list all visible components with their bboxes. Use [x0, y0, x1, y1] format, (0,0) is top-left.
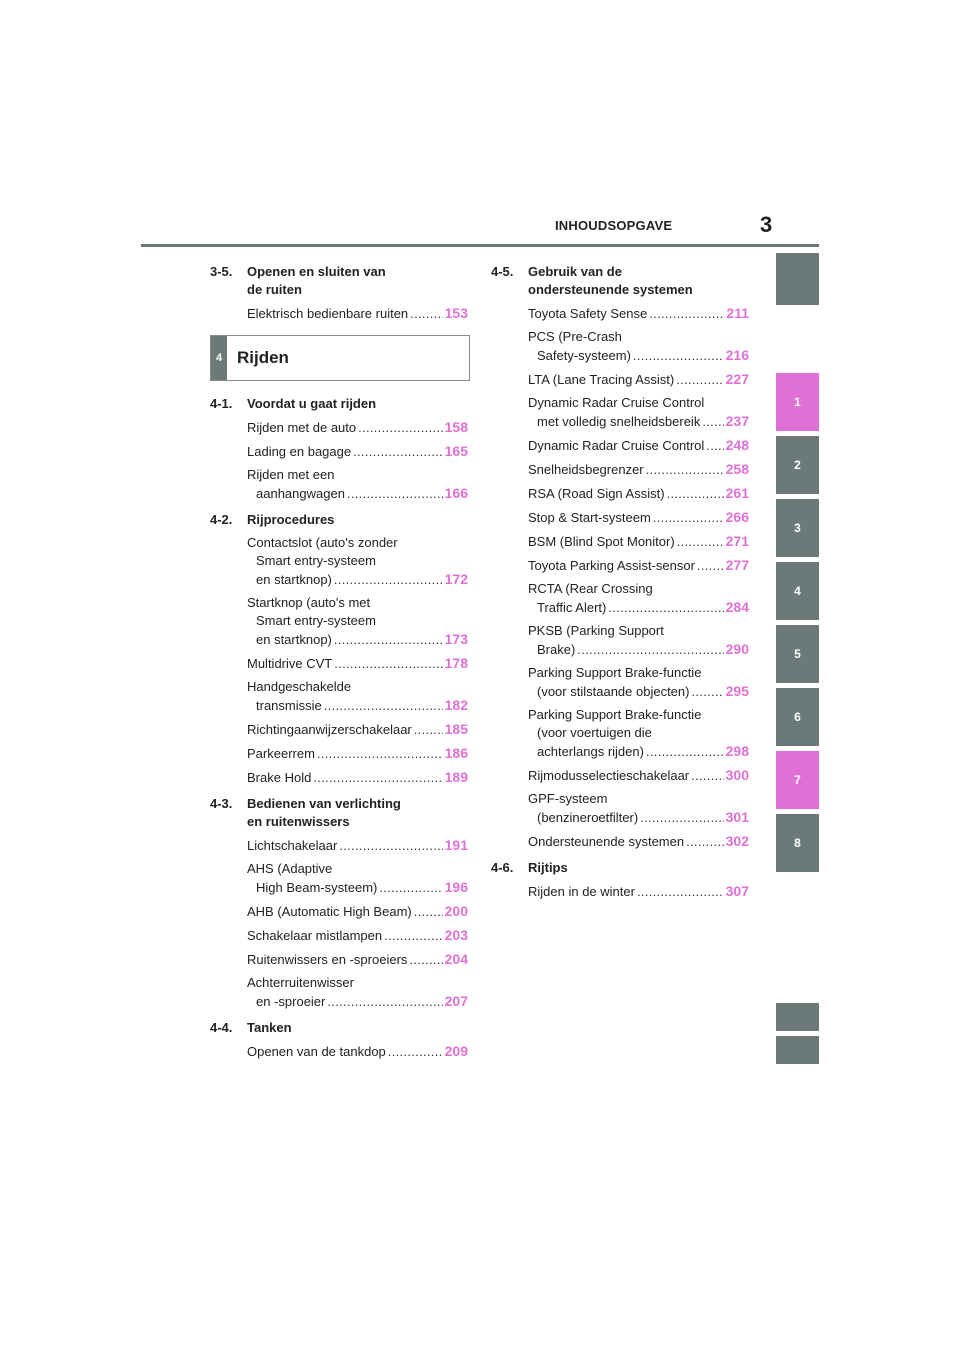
entry-text: Smart entry-systeem — [256, 553, 376, 568]
toc-entry[interactable] — [210, 926, 470, 945]
page-link[interactable]: 173 — [444, 631, 468, 647]
page-link[interactable]: 185 — [444, 721, 468, 737]
toc-entry[interactable] — [491, 508, 751, 527]
entry-text: Rijden met een — [247, 467, 335, 482]
toc-entry[interactable] — [210, 974, 470, 1011]
entry-text: en startknop) — [256, 572, 332, 587]
entry-text: Openen van de tankdop — [247, 1044, 386, 1059]
toc-right-column — [491, 255, 751, 901]
entry-last-line — [528, 304, 749, 323]
entry-text: PKSB (Parking Support — [528, 623, 664, 638]
entry-last-line — [247, 484, 468, 503]
toc-entry[interactable] — [491, 706, 751, 761]
chapter-tab-blank[interactable] — [776, 1003, 819, 1031]
entry-last-line — [528, 808, 749, 827]
page-link[interactable]: 186 — [444, 745, 468, 761]
dot-leader — [697, 557, 724, 575]
page-link[interactable]: 258 — [725, 461, 749, 477]
dot-leader — [414, 721, 443, 739]
entry-text: Toyota Parking Assist-sensor — [528, 558, 695, 573]
dot-leader — [653, 509, 724, 527]
section-title: ondersteunende systemen — [528, 282, 693, 297]
entry-last-line — [528, 508, 749, 527]
toc-entry[interactable] — [491, 882, 751, 901]
page-link[interactable]: 207 — [444, 993, 468, 1009]
toc-entry[interactable] — [210, 768, 470, 787]
entry-last-line — [528, 370, 749, 389]
entry-last-line — [528, 460, 749, 479]
dot-leader — [313, 769, 442, 787]
toc-entry[interactable] — [491, 460, 751, 479]
page-link[interactable]: 203 — [444, 927, 468, 943]
page-link[interactable]: 153 — [444, 305, 468, 321]
chapter-title: Rijden — [237, 348, 289, 367]
dot-leader — [384, 927, 443, 945]
page-link[interactable]: 237 — [725, 413, 749, 429]
chapter-heading-box — [210, 335, 470, 381]
toc-entry[interactable] — [491, 556, 751, 575]
entry-text: Stop & Start-systeem — [528, 510, 651, 525]
toc-section-heading — [491, 263, 751, 299]
chapter-tab-4[interactable]: 4 — [776, 562, 819, 620]
section-number: 4-4. — [210, 1020, 233, 1035]
entry-last-line — [247, 836, 468, 855]
dot-leader — [646, 461, 724, 479]
dot-leader — [633, 347, 724, 365]
entry-text: Multidrive CVT — [247, 656, 333, 671]
entry-text: Handgeschakelde — [247, 679, 352, 694]
entry-text: LTA (Lane Tracing Assist) — [528, 372, 675, 387]
section-title: en ruitenwissers — [247, 814, 350, 829]
section-number: 4-1. — [210, 396, 233, 411]
chapter-tab-blank[interactable] — [776, 253, 819, 305]
dot-leader — [388, 1043, 443, 1061]
chapter-tab-8[interactable]: 8 — [776, 814, 819, 872]
page-number: 3 — [760, 212, 773, 237]
dot-leader — [327, 993, 442, 1011]
dot-leader — [640, 809, 723, 827]
entry-text: Safety-systeem) — [537, 348, 631, 363]
entry-text: Lading en bagage — [247, 444, 352, 459]
page-link[interactable]: 301 — [725, 809, 749, 825]
page-link[interactable]: 196 — [444, 879, 468, 895]
dot-leader — [637, 883, 724, 901]
entry-last-line — [247, 418, 468, 437]
entry-last-line — [247, 744, 468, 763]
toc-entry[interactable] — [491, 394, 751, 431]
toc-entry[interactable] — [491, 304, 751, 323]
entry-last-line — [528, 640, 749, 659]
page-link[interactable]: 200 — [444, 903, 468, 919]
page-link[interactable]: 189 — [444, 769, 468, 785]
entry-last-line — [247, 630, 468, 649]
section-title: Tanken — [247, 1020, 292, 1035]
entry-text: Elektrisch bedienbare ruiten — [247, 306, 409, 321]
entry-last-line — [247, 720, 468, 739]
chapter-tab-7[interactable]: 7 — [776, 751, 819, 809]
dot-leader — [702, 413, 723, 431]
page-link[interactable]: 284 — [725, 599, 749, 615]
chapter-tab-2[interactable]: 2 — [776, 436, 819, 494]
toc-entry[interactable] — [491, 766, 751, 785]
entry-text: Schakelaar mistlampen — [247, 928, 383, 943]
dot-leader — [410, 305, 442, 323]
entry-text: High Beam-systeem) — [256, 880, 378, 895]
entry-text: Startknop (auto's met — [247, 595, 371, 610]
toc-entry[interactable] — [210, 304, 470, 323]
toc-left-column — [210, 255, 470, 1061]
entry-text: (voor voertuigen die — [537, 725, 652, 740]
entry-last-line — [528, 412, 749, 431]
dot-leader — [414, 903, 443, 921]
entry-text: Traffic Alert) — [537, 600, 607, 615]
toc-entry[interactable] — [210, 720, 470, 739]
section-title: Gebruik van de — [528, 264, 622, 279]
toc-entry[interactable] — [210, 534, 470, 589]
page-link[interactable]: 261 — [725, 485, 749, 501]
toc-entry[interactable] — [210, 594, 470, 649]
toc-entry[interactable] — [491, 370, 751, 389]
dot-leader — [676, 371, 723, 389]
dot-leader — [324, 697, 443, 715]
section-number: 4-3. — [210, 796, 233, 811]
toc-section-heading — [491, 859, 751, 877]
entry-text: Rijmodusselectieschakelaar — [528, 768, 690, 783]
section-number: 3-5. — [210, 264, 233, 279]
toc-entry[interactable] — [491, 664, 751, 701]
entry-text: (voor stilstaande objecten) — [537, 684, 690, 699]
dot-leader — [358, 419, 443, 437]
section-title: Openen en sluiten van — [247, 264, 386, 279]
dot-leader — [334, 655, 442, 673]
chapter-tab-3[interactable]: 3 — [776, 499, 819, 557]
chapter-tab-1[interactable]: 1 — [776, 373, 819, 431]
section-title: de ruiten — [247, 282, 302, 297]
page-link[interactable]: 158 — [444, 419, 468, 435]
section-title: Rijtips — [528, 860, 568, 875]
chapter-number: 4 — [211, 336, 227, 380]
entry-last-line — [528, 484, 749, 503]
section-title: Rijprocedures — [247, 512, 335, 527]
entry-last-line — [528, 682, 749, 701]
toc-entry[interactable] — [210, 466, 470, 503]
page-link[interactable]: 248 — [725, 437, 749, 453]
entry-last-line — [528, 532, 749, 551]
entry-last-line — [528, 598, 749, 617]
toc-entry[interactable] — [210, 860, 470, 897]
entry-last-line — [247, 1042, 468, 1061]
page-link[interactable]: 302 — [725, 833, 749, 849]
chapter-tab-5[interactable]: 5 — [776, 625, 819, 683]
entry-last-line — [247, 768, 468, 787]
entry-last-line — [528, 556, 749, 575]
toc-entry[interactable] — [210, 418, 470, 437]
dot-leader — [691, 767, 724, 785]
entry-last-line — [247, 878, 468, 897]
toc-section-heading — [210, 395, 470, 413]
entry-text: Brake) — [537, 642, 576, 657]
toc-entry[interactable] — [210, 442, 470, 461]
dot-leader — [677, 533, 724, 551]
entry-last-line — [247, 902, 468, 921]
entry-last-line — [247, 992, 468, 1011]
toc-entry[interactable] — [491, 532, 751, 551]
toc-entry[interactable] — [210, 902, 470, 921]
page-link[interactable]: 266 — [725, 509, 749, 525]
entry-last-line — [247, 570, 468, 589]
dot-leader — [334, 571, 443, 589]
entry-text: Rijden met de auto — [247, 420, 357, 435]
dot-leader — [646, 743, 724, 761]
toc-entry[interactable] — [210, 1042, 470, 1061]
entry-text: en startknop) — [256, 632, 332, 647]
header-rule — [141, 244, 819, 247]
page-link[interactable]: 178 — [444, 655, 468, 671]
chapter-tab-blank[interactable] — [776, 1036, 819, 1064]
page-link[interactable]: 172 — [444, 571, 468, 587]
entry-text: Rijden in de winter — [528, 884, 635, 899]
toc-section-heading — [210, 263, 470, 299]
entry-last-line — [528, 882, 749, 901]
toc-entry[interactable] — [491, 580, 751, 617]
entry-last-line — [528, 742, 749, 761]
dot-leader — [347, 485, 443, 503]
toc-section-heading — [210, 795, 470, 831]
toc-entry[interactable] — [491, 832, 751, 851]
dot-leader — [686, 833, 724, 851]
toc-section-heading — [210, 1019, 470, 1037]
page-link[interactable]: 295 — [725, 683, 749, 699]
toc-entry[interactable] — [210, 744, 470, 763]
entry-last-line — [247, 654, 468, 673]
page-link[interactable]: 211 — [726, 305, 749, 321]
entry-text: GPF-systeem — [528, 791, 608, 806]
toc-section-heading — [210, 511, 470, 529]
toc-entry[interactable] — [210, 836, 470, 855]
entry-last-line — [528, 346, 749, 365]
entry-text: Dynamic Radar Cruise Control — [528, 438, 705, 453]
entry-text: Ruitenwissers en -sproeiers — [247, 952, 408, 967]
dot-leader — [339, 837, 442, 855]
toc-entry[interactable] — [491, 328, 751, 365]
section-title: Bedienen van verlichting — [247, 796, 401, 811]
entry-text: Smart entry-systeem — [256, 613, 376, 628]
dot-leader — [317, 745, 443, 763]
toc-entry[interactable] — [491, 622, 751, 659]
toc-entry[interactable] — [210, 950, 470, 969]
page-link[interactable]: 227 — [725, 371, 749, 387]
entry-last-line — [528, 766, 749, 785]
entry-last-line — [247, 950, 468, 969]
toc-entry[interactable] — [491, 436, 751, 455]
entry-text: Ondersteunende systemen — [528, 834, 685, 849]
entry-text: PCS (Pre-Crash — [528, 329, 622, 344]
entry-text: (benzineroetfilter) — [537, 810, 639, 825]
section-number: 4-6. — [491, 860, 514, 875]
entry-text: RSA (Road Sign Assist) — [528, 486, 665, 501]
page-link[interactable]: 191 — [444, 837, 468, 853]
toc-entry[interactable] — [210, 678, 470, 715]
dot-leader — [691, 683, 723, 701]
entry-text: Dynamic Radar Cruise Control — [528, 395, 705, 410]
entry-text: en -sproeier — [256, 994, 326, 1009]
dot-leader — [409, 951, 442, 969]
entry-text: transmissie — [256, 698, 322, 713]
toc-entry[interactable] — [491, 790, 751, 827]
section-title: Voordat u gaat rijden — [247, 396, 377, 411]
entry-last-line — [247, 304, 468, 323]
page-link[interactable]: 298 — [725, 743, 749, 759]
page-link[interactable]: 165 — [444, 443, 468, 459]
entry-text: achterlangs rijden) — [537, 744, 644, 759]
page-link[interactable]: 290 — [725, 641, 749, 657]
entry-text: AHS (Adaptive — [247, 861, 333, 876]
entry-text: Brake Hold — [247, 770, 312, 785]
entry-text: Parkeerrem — [247, 746, 315, 761]
entry-text: Lichtschakelaar — [247, 838, 338, 853]
entry-last-line — [247, 696, 468, 715]
entry-last-line — [247, 926, 468, 945]
dot-leader — [608, 599, 723, 617]
section-number: 4-5. — [491, 264, 514, 279]
dot-leader — [353, 443, 443, 461]
page-link[interactable]: 216 — [725, 347, 749, 363]
entry-last-line — [528, 832, 749, 851]
dot-leader — [706, 437, 723, 455]
page-link[interactable]: 182 — [444, 697, 468, 713]
page-link[interactable]: 271 — [725, 533, 749, 549]
dot-leader — [334, 631, 443, 649]
entry-text: Parking Support Brake-functie — [528, 707, 702, 722]
page-link[interactable]: 277 — [725, 557, 749, 573]
dot-leader — [649, 305, 724, 323]
dot-leader — [667, 485, 724, 503]
entry-text: Snelheidsbegrenzer — [528, 462, 644, 477]
entry-text: BSM (Blind Spot Monitor) — [528, 534, 675, 549]
entry-last-line — [247, 442, 468, 461]
entry-text: Contactslot (auto's zonder — [247, 535, 398, 550]
toc-entry[interactable] — [491, 484, 751, 503]
entry-text: Parking Support Brake-functie — [528, 665, 702, 680]
page-link[interactable]: 204 — [444, 951, 468, 967]
dot-leader — [379, 879, 442, 897]
entry-text: AHB (Automatic High Beam) — [247, 904, 412, 919]
header-title: INHOUDSOPGAVE — [555, 218, 673, 233]
page-link[interactable]: 307 — [725, 883, 749, 899]
entry-text: RCTA (Rear Crossing — [528, 581, 653, 596]
entry-last-line — [528, 436, 749, 455]
chapter-tab-6[interactable]: 6 — [776, 688, 819, 746]
page-link[interactable]: 209 — [444, 1043, 468, 1059]
entry-text: met volledig snelheidsbereik — [537, 414, 701, 429]
entry-text: Achterruitenwisser — [247, 975, 354, 990]
entry-text: aanhangwagen — [256, 486, 345, 501]
page-link[interactable]: 166 — [444, 485, 468, 501]
entry-text: Toyota Safety Sense — [528, 306, 648, 321]
page-link[interactable]: 300 — [725, 767, 749, 783]
dot-leader — [577, 641, 723, 659]
entry-text: Richtingaanwijzerschakelaar — [247, 722, 412, 737]
toc-entry[interactable] — [210, 654, 470, 673]
section-number: 4-2. — [210, 512, 233, 527]
